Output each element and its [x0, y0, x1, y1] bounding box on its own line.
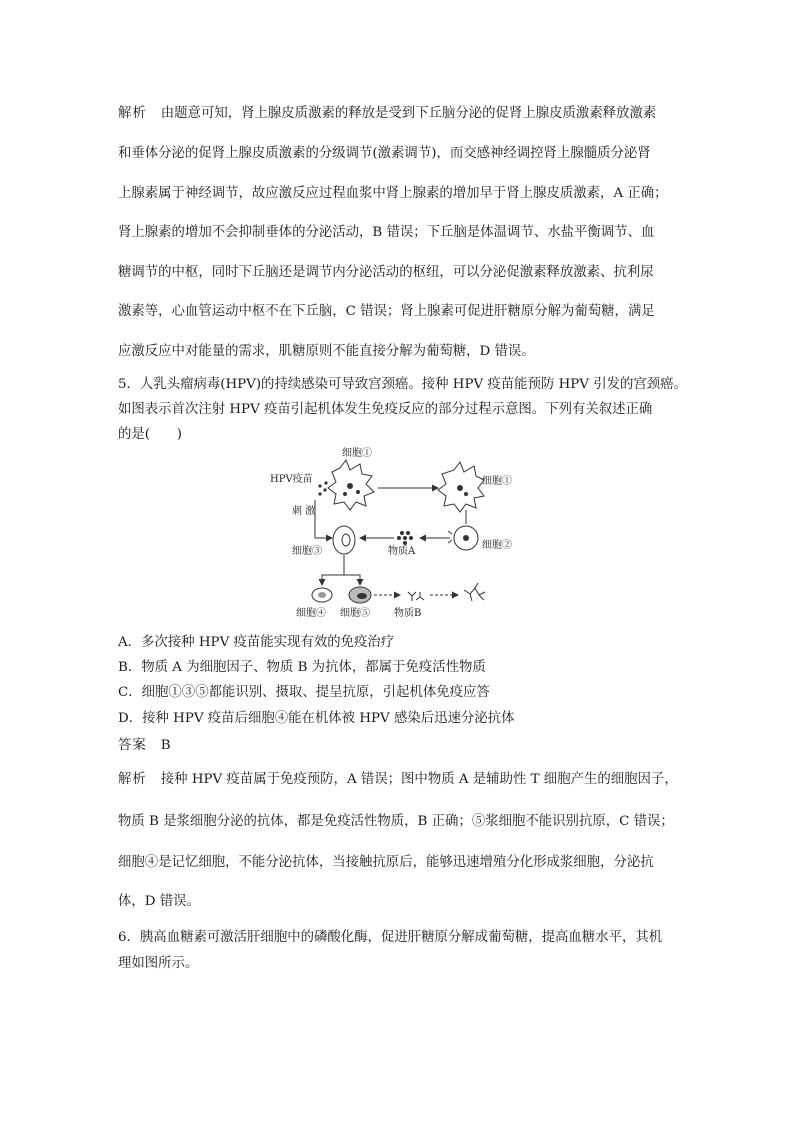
analysis-1-line-4: 肾上腺素的增加不会抑制垂体的分泌活动，B 错误；下丘脑是体温调节、水盐平衡调节、血 [118, 225, 655, 240]
cell-1-right-shape [438, 462, 484, 512]
option-c: C．细胞①③⑤都能识别、摄取、提呈抗原，引起机体免疫应答 [118, 685, 490, 700]
substance-a-dots [397, 531, 413, 545]
question-5-stem-1: 5．人乳头瘤病毒(HPV)的持续感染可导致宫颈癌。接种 HPV 疫苗能预防 HPV 引发的宫颈癌。 [118, 377, 687, 392]
question-5-stem-2: 如图表示首次注射 HPV 疫苗引起机体发生免疫反应的部分过程示意图。下列有关叙述正确 [118, 402, 653, 417]
analysis-1-line-3: 上腺素属于神经调节，故应激反应过程血浆中肾上腺素的增加早于肾上腺皮质激素，A 正确； [118, 186, 668, 201]
arrow-cell3-to-cell5 [344, 575, 360, 585]
cell-5-shape [349, 587, 371, 603]
label-cell-5: 细胞⑤ [340, 608, 370, 619]
label-substance-a: 物质A [388, 546, 416, 557]
option-a: A．多次接种 HPV 疫苗能实现有效的免疫治疗 [118, 635, 395, 650]
label-stimulate: 刺 激 [292, 506, 316, 517]
answer-line [118, 734, 171, 753]
cell-1-left-shape [328, 460, 374, 510]
analysis-1-label: 解析 [118, 106, 147, 121]
label-hpv-vaccine: HPV疫苗 [270, 474, 313, 485]
cell-3-shape [333, 526, 355, 554]
cell-4-shape [312, 588, 332, 602]
label-substance-b: 物质B [394, 608, 422, 619]
label-cell-4: 细胞④ [296, 608, 326, 619]
analysis-2-line-3: 细胞④是记忆细胞，不能分泌抗体，当接触抗原后，能够迅速增殖分化形成浆细胞，分泌抗 [118, 855, 654, 870]
analysis-1-line-1: 解析 由题意可知，肾上腺皮质激素的释放是受到下丘脑分泌的促肾上腺皮质激素释放激素 [118, 106, 657, 121]
immune-response-figure [270, 440, 530, 620]
question-6-stem-2: 理如图所示。 [118, 956, 199, 971]
vaccine-particles [318, 481, 327, 495]
analysis-1-line-6: 激素等，心血管运动中枢不在下丘脑，C 错误；肾上腺素可促进肝糖原分解为葡萄糖，满足 [118, 304, 655, 319]
substance-b-antibodies [408, 592, 424, 601]
question-6-stem-1: 6．胰高血糖素可激活肝细胞中的磷酸化酶，促进肝糖原分解成葡萄糖，提高血糖水平，其机 [118, 930, 663, 945]
analysis-2-label: 解析 [118, 772, 147, 787]
analysis-1-line-5: 糖调节的中枢，同时下丘脑还是调节内分泌活动的枢纽，可以分泌促激素释放激素、抗利尿 [118, 265, 654, 280]
analysis-2-line-4: 体，D 错误。 [118, 894, 200, 909]
antigen-antibody-complex [464, 583, 485, 601]
analysis-2-line-2: 物质 B 是浆细胞分泌的抗体，都是免疫活性物质，B 正确；⑤浆细胞不能识别抗原，C 错误； [118, 814, 674, 829]
label-cell-1-top: 细胞① [342, 448, 372, 459]
arrow-cell3-to-cell4 [322, 555, 344, 585]
analysis-1-line-2: 和垂体分泌的促肾上腺皮质激素的分级调节(激素调节)，而交感神经调控肾上腺髓质分泌肾 [118, 146, 651, 161]
label-cell-2: 细胞② [482, 540, 512, 551]
analysis-1-line-7: 应激反应中对能量的需求，肌糖原则不能直接分解为葡萄糖，D 错误。 [118, 344, 535, 359]
option-d: D．接种 HPV 疫苗后细胞④能在机体被 HPV 感染后迅速分泌抗体 [118, 711, 515, 726]
answer-value: B [160, 738, 171, 753]
question-5-stem-3: 的是( ) [118, 427, 183, 442]
answer-label: 答案 [118, 738, 147, 753]
cell-2-shape [448, 526, 478, 550]
option-b: B．物质 A 为细胞因子、物质 B 为抗体，都属于免疫活性物质 [118, 660, 486, 675]
label-cell-3: 细胞③ [292, 546, 322, 557]
label-cell-1-right: 细胞① [482, 476, 512, 487]
arrow-stimulate [315, 500, 332, 538]
analysis-2-line-1: 解析 接种 HPV 疫苗属于免疫预防，A 错误；图中物质 A 是辅助性 T 细胞产生的细胞因子， [118, 772, 678, 787]
